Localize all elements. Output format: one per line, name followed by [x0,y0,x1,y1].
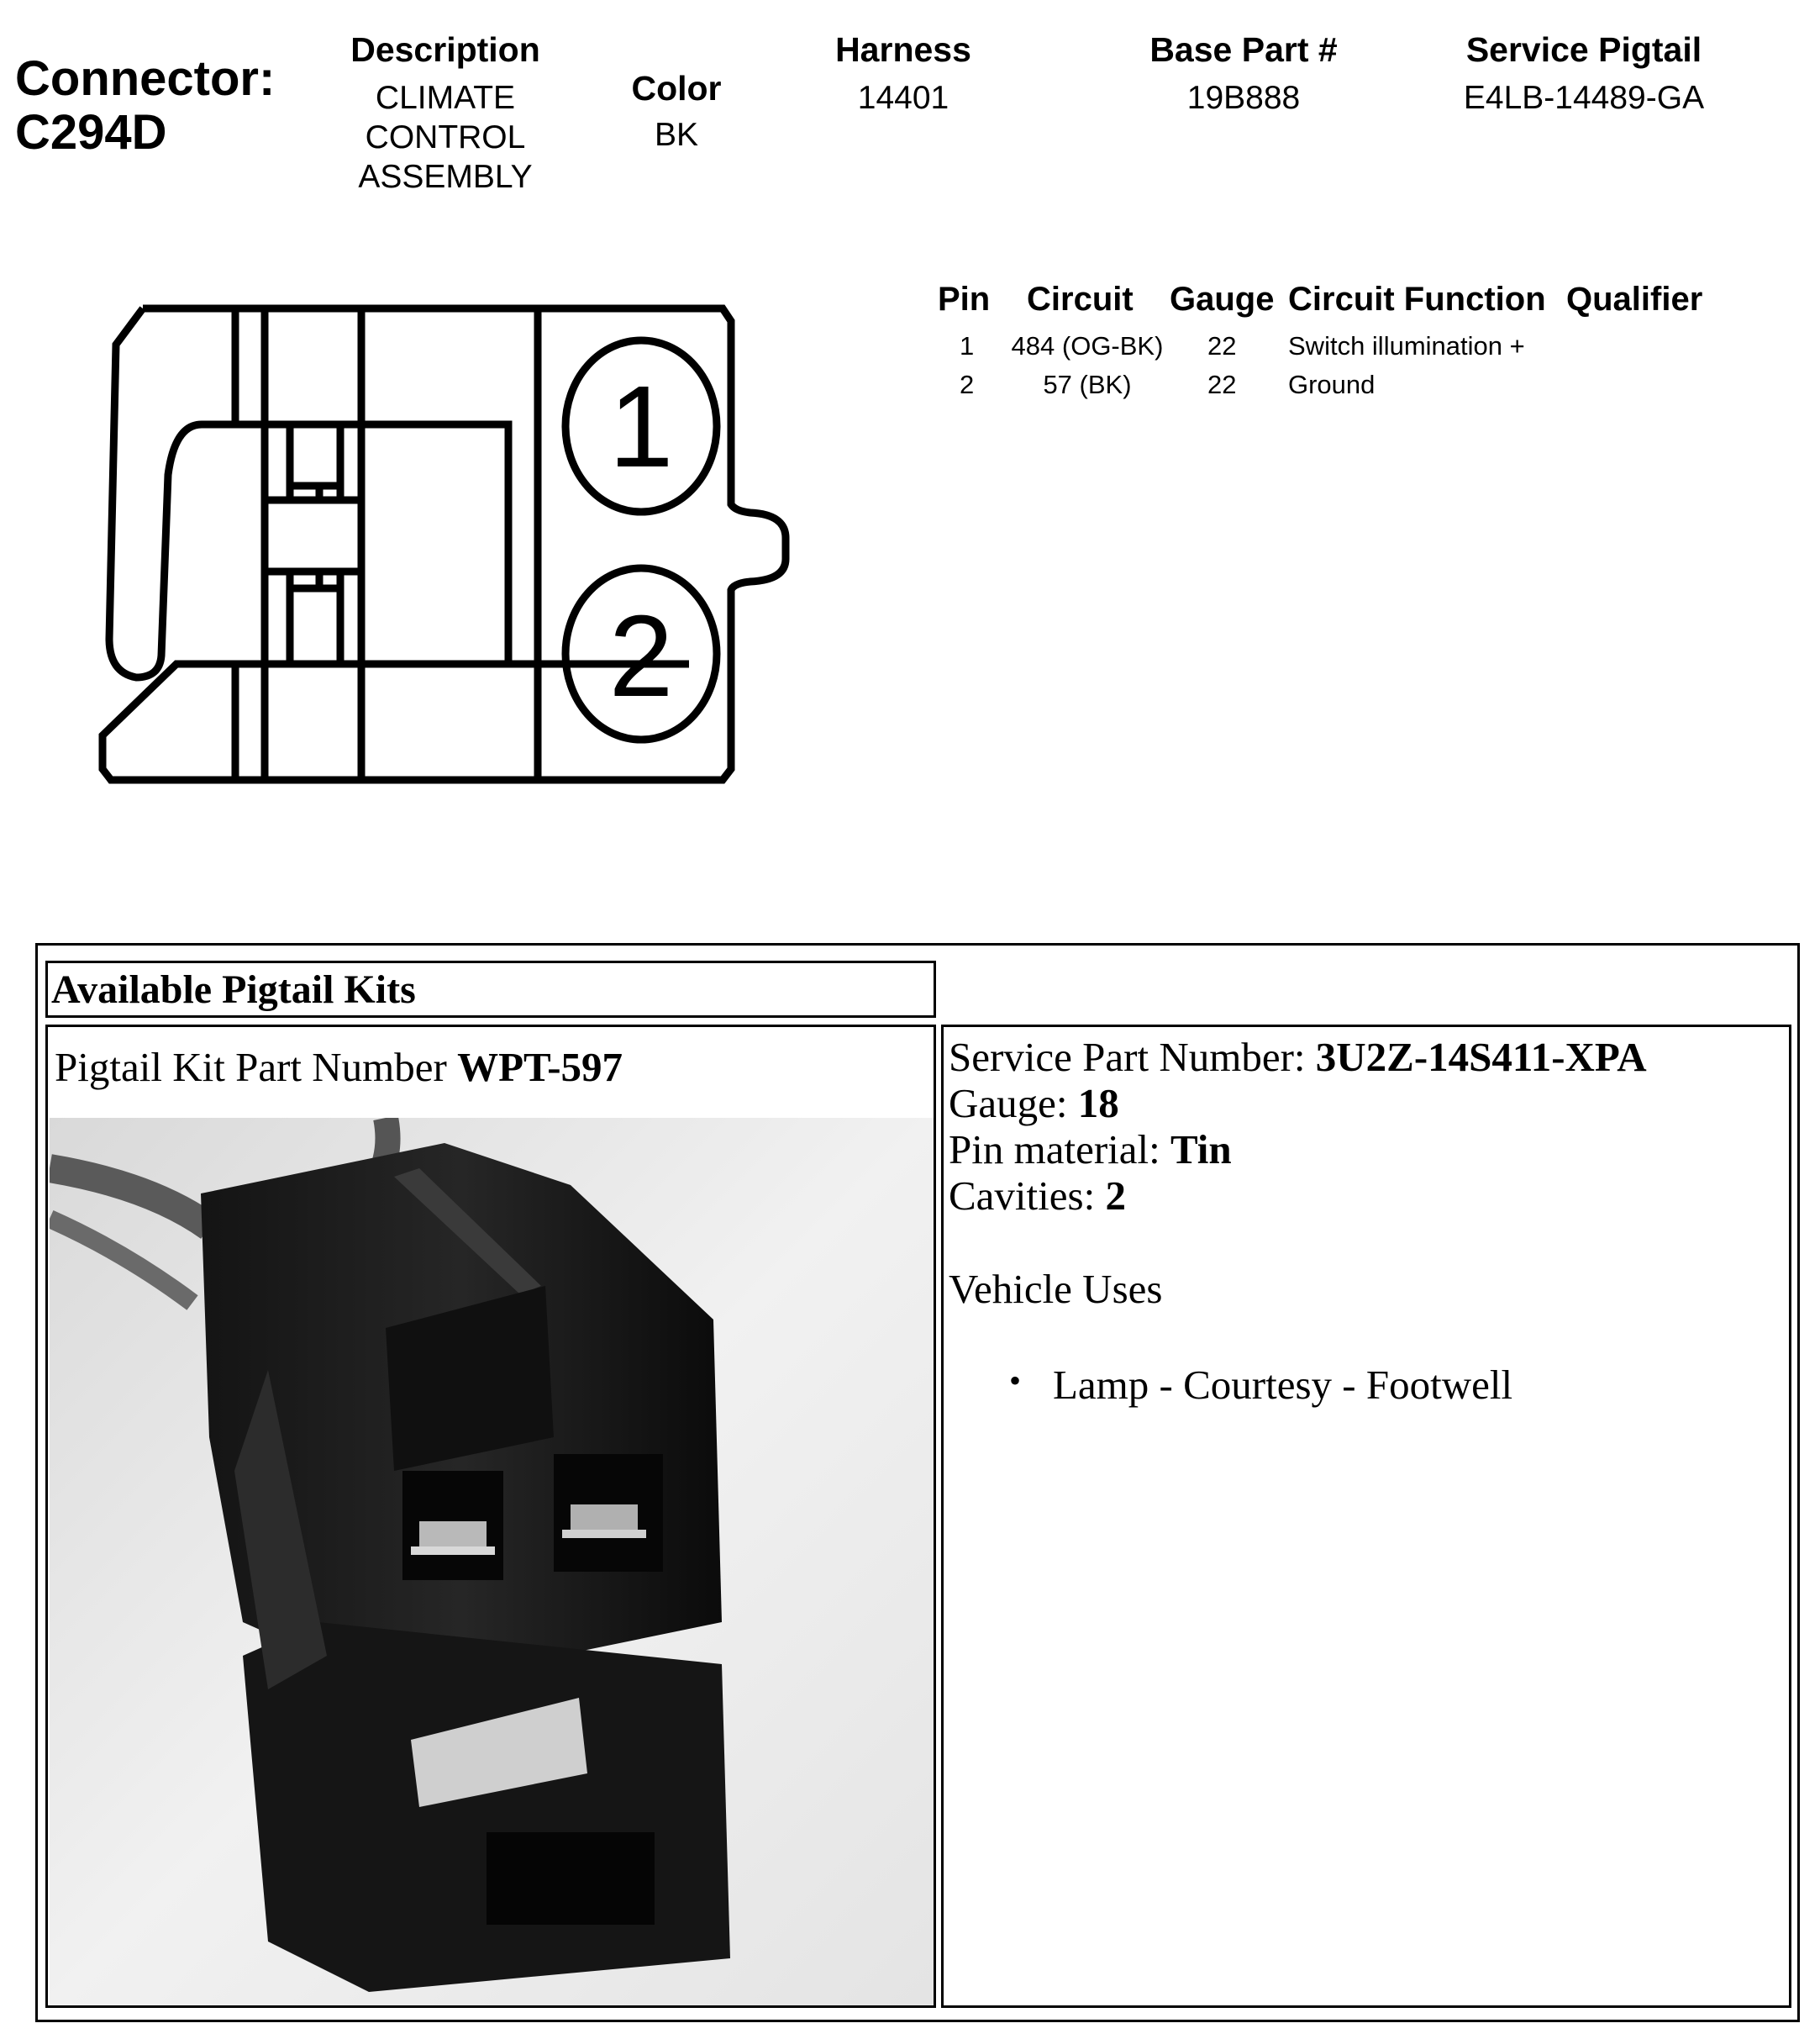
color-column [588,69,765,155]
pigtail-kit-cell [45,1025,936,2008]
cavities-value: 2 [1105,1172,1126,1219]
kit-part-number-value: WPT-597 [457,1044,623,1090]
pin-table [933,281,1773,398]
row-2-circuit: 57 (BK) [1043,370,1132,399]
description-line-2: CONTROL [365,119,526,155]
row-2-function: Ground [1288,370,1376,399]
pigtail-details [949,1034,1647,1409]
vehicle-uses-list [949,1361,1647,1409]
gauge-col-header: Gauge [1170,281,1275,318]
description-header: Description [350,30,540,69]
cavity-1-label: 1 [608,362,674,492]
service-part-label: Service Part Number: [949,1034,1306,1080]
connector-label: Connector: [15,51,276,106]
connector-face-diagram [92,303,798,798]
service-part-line [949,1034,1647,1080]
service-pigtail-value: E4LB-14489-GA [1463,80,1705,116]
color-value: BK [654,117,699,153]
pigtail-connector-photo [50,1118,934,2005]
pigtail-details-cell [941,1025,1791,2008]
base-part-header: Base Part # [1149,30,1338,69]
connector-id: C294D [15,105,167,160]
qualifier-col-header: Qualifier [1566,281,1703,318]
color-header: Color [631,69,722,108]
vehicle-uses-heading: Vehicle Uses [949,1266,1163,1312]
base-part-column [1118,30,1370,118]
row-1-pin: 1 [960,331,975,361]
list-item: • Lamp - Courtesy - Footwell [949,1361,1647,1409]
cavity-2-label: 2 [608,592,674,721]
kit-part-number-line [55,1044,623,1090]
row-1-circuit: 484 (OG-BK) [1011,331,1164,361]
pigtail-kits-title: Available Pigtail Kits [51,967,416,1012]
pin-material-line [949,1126,1647,1172]
row-1-gauge: 22 [1207,331,1237,361]
pin-material-value: Tin [1170,1126,1232,1172]
row-2-gauge: 22 [1207,370,1237,399]
pigtail-kits-title-cell [45,961,936,1018]
description-line-1: CLIMATE [375,80,516,116]
gauge-label: Gauge: [949,1080,1068,1126]
connector-latch-outline [109,308,508,677]
service-pigtail-header: Service Pigtail [1465,30,1702,69]
description-line-3: ASSEMBLY [358,159,533,195]
base-part-value: 19B888 [1186,80,1301,116]
harness-column [807,30,1000,118]
pin-col-header: Pin [938,281,991,318]
row-2-pin: 2 [960,370,975,399]
service-part-value: 3U2Z-14S411-XPA [1315,1034,1647,1080]
gauge-line [949,1080,1647,1126]
kit-part-number-label: Pigtail Kit Part Number [55,1044,447,1090]
description-column [319,30,571,197]
harness-value: 14401 [857,80,949,116]
cavities-line [949,1172,1647,1219]
cavities-label: Cavities: [949,1172,1096,1219]
harness-header: Harness [835,30,971,69]
row-1-function: Switch illumination + [1288,331,1525,361]
connector-outline [103,308,786,780]
pin-material-label: Pin material: [949,1126,1160,1172]
connector-title [15,52,275,160]
function-col-header: Circuit Function [1288,281,1546,318]
service-pigtail-column [1428,30,1739,118]
gauge-value: 18 [1077,1080,1119,1126]
circuit-col-header: Circuit [1027,281,1134,318]
